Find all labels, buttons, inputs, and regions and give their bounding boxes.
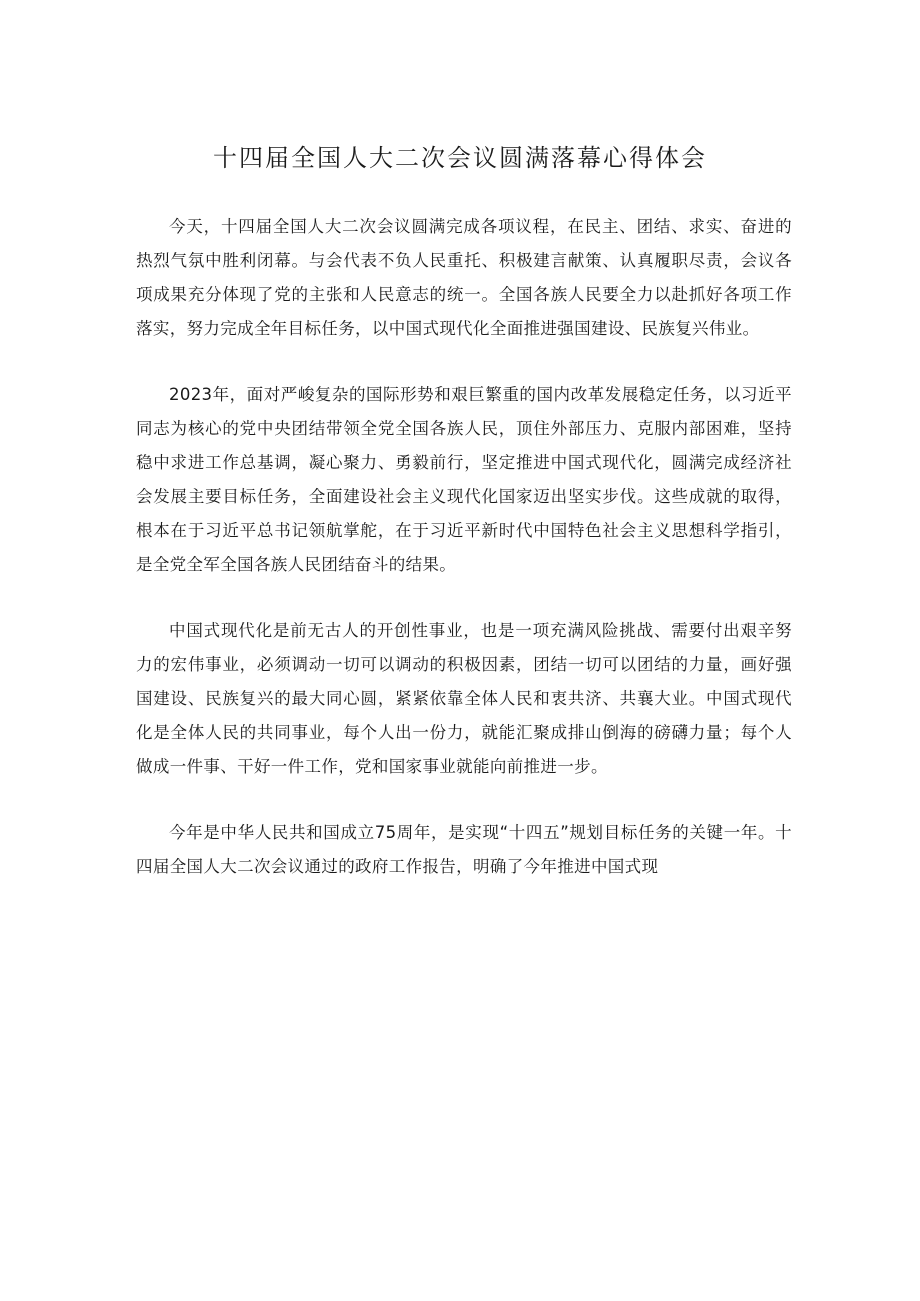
- paragraph-3: 中国式现代化是前无古人的开创性事业，也是一项充满风险挑战、需要付出艰辛努力的宏伟事业，必须调动一切可以调动的积极因素，团结一切可以团结的力量，画好强国建设、民族复兴的最大同心圆，紧紧依靠全体人民和衷共济、共襄大业。中国式现代化是全体人民的共同事业，每个人出一份力，就能汇聚成排山倒海的磅礴力量；每个人做成一件事、干好一件工作，党和国家事业就能向前推进一步。: [136, 621, 792, 776]
- paragraph-1: 今天，十四届全国人大二次会议圆满完成各项议程，在民主、团结、求实、奋进的热烈气氛中胜利闭幕。与会代表不负人民重托、积极建言献策、认真履职尽责，会议各项成果充分体现了党的主张和人民意志的统一。全国各族人民要全力以赴抓好各项工作落实，努力完成全年目标任务，以中国式现代化全面推进强国建设、民族复兴伟业。: [136, 217, 792, 338]
- paragraph-2: 2023年，面对严峻复杂的国际形势和艰巨繁重的国内改革发展稳定任务，以习近平同志为核心的党中央团结带领全党全国各族人民，顶住外部压力、克服内部困难，坚持稳中求进工作总基调，凝心聚力、勇毅前行，坚定推进中国式现代化，圆满完成经济社会发展主要目标任务，全面建设社会主义现代化国家迈出坚实步伐。这些成就的取得，根本在于习近平总书记领航掌舵，在于习近平新时代中国特色社会主义思想科学指引，是全党全军全国各族人民团结奋斗的结果。: [136, 385, 792, 574]
- paragraph-4: 今年是中华人民共和国成立75周年，是实现“十四五”规划目标任务的关键一年。十四届全国人大二次会议通过的政府工作报告，明确了今年推进中国式现: [136, 823, 792, 876]
- document-body: [136, 210, 792, 916]
- document-title: 十四届全国人大二次会议圆满落幕心得体会: [213, 144, 707, 172]
